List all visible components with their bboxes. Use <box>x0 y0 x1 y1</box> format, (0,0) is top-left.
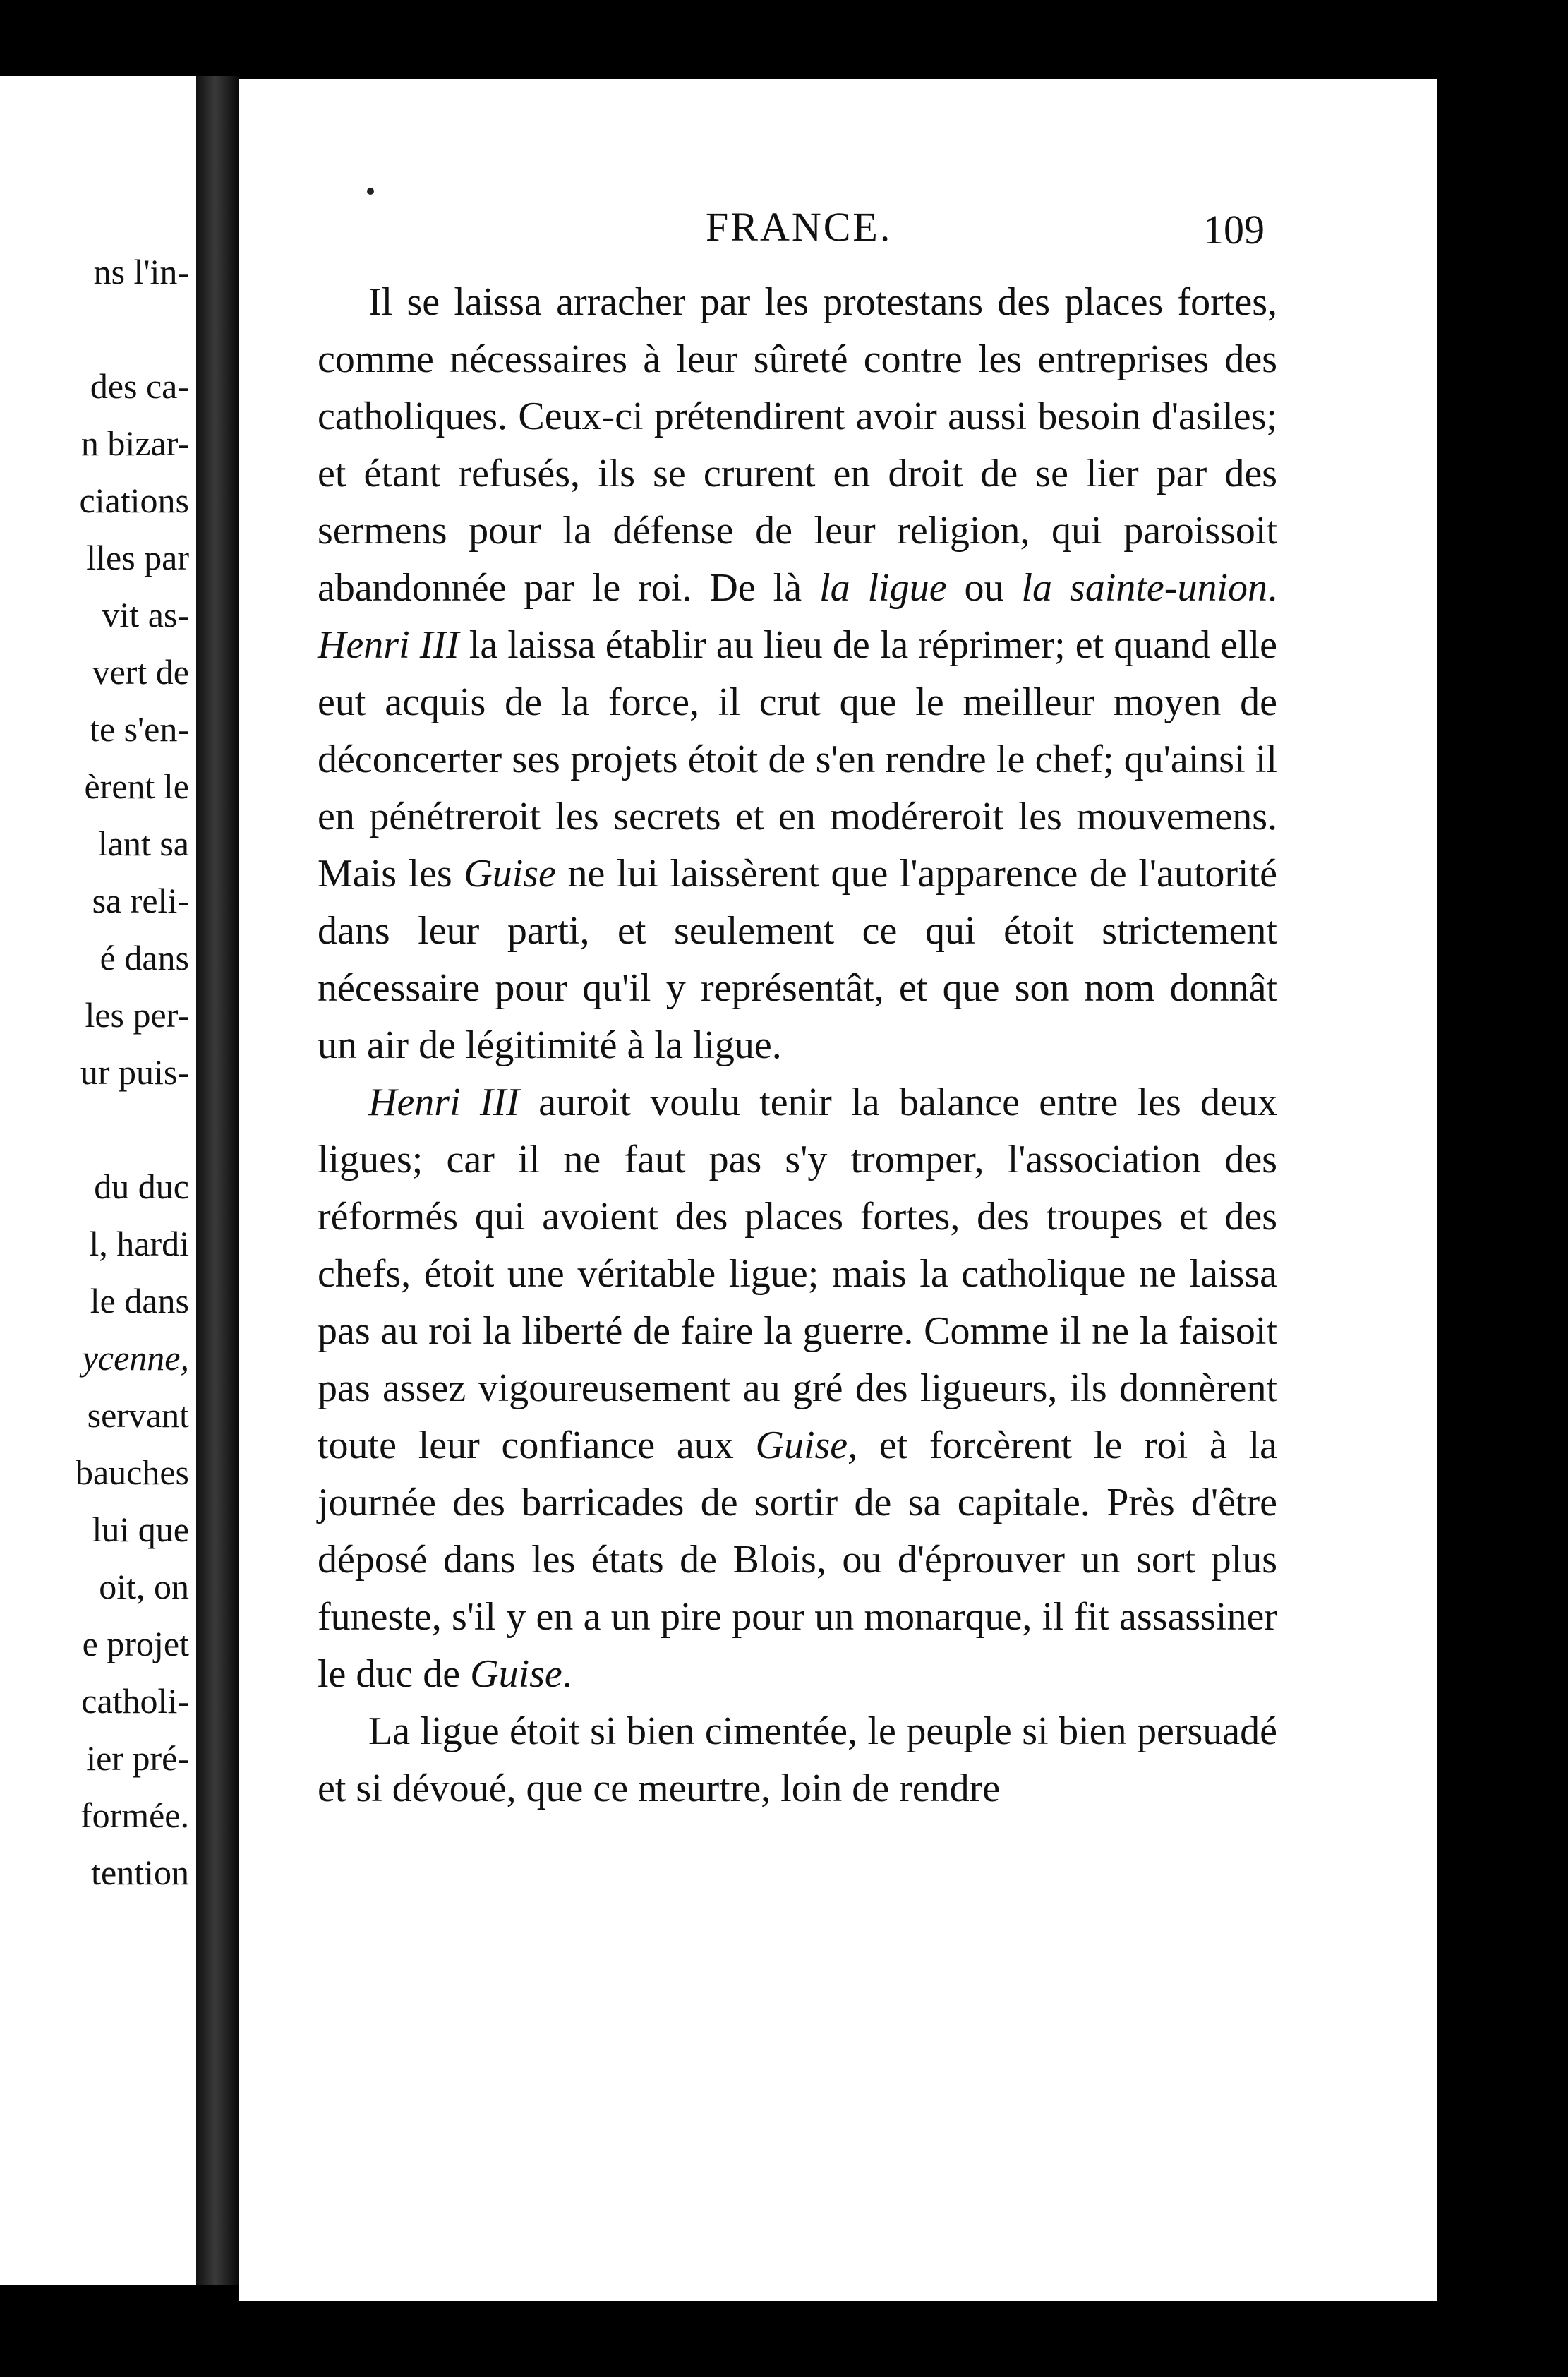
paragraph <box>318 1074 1277 1703</box>
facing-page-line: l, hardi <box>89 1224 189 1263</box>
facing-page-line: e projet <box>82 1624 189 1663</box>
facing-page-line: ier pré- <box>86 1738 189 1778</box>
text-run: . <box>562 1652 572 1696</box>
text-run: ne lui laissèrent que l'apparence de l'autorité dans leur parti, et seulement ce qui étoit strictement nécessaire pour qu'il y représentât, et que son nom donnât un air de légitimité à la ligue. <box>318 852 1277 1067</box>
facing-page-line: oit, on <box>99 1567 189 1606</box>
facing-page-line: sa reli- <box>92 881 189 920</box>
facing-page-line: tention <box>91 1853 189 1892</box>
facing-page-line: ns l'in- <box>93 252 189 291</box>
text-run: et forcèrent le roi à la journée des barricades de sortir de sa capitale. Près d'être déposé dans les états de Blois, ou d'éprouver un sort plus funeste, s'il y en a un pire pour un monarque, il fit assassiner le duc de <box>318 1424 1277 1696</box>
facing-page-line: servant <box>87 1395 189 1435</box>
facing-page-line: lui que <box>92 1510 189 1549</box>
italic-run: la sainte-union <box>1021 566 1267 610</box>
italic-run: Henri III <box>318 623 459 667</box>
paragraph <box>318 274 1277 1074</box>
facing-page-line: bauches <box>75 1452 189 1492</box>
facing-page-line: lles par <box>86 538 189 577</box>
facing-page-line: ciations <box>79 481 189 520</box>
facing-page-line: te s'en- <box>90 709 189 749</box>
text-run: . <box>1267 566 1277 610</box>
text-run: auroit voulu tenir la balance entre les deux ligues; car il ne faut pas s'y tromper, l'association des réformés qui avoient des places fortes, des troupes et des chefs, étoit une véritable ligue; mais la catholique ne laissa pas au roi la liberté de faire la guerre. Comme il ne la faisoit pas assez vigoureusement au gré des ligueurs, ils donnèrent toute leur confiance aux <box>318 1081 1277 1467</box>
facing-page-line: vit as- <box>102 595 189 634</box>
facing-page-line: ycenne, <box>82 1338 189 1378</box>
facing-page-line: èrent le <box>84 766 189 806</box>
book-gutter <box>196 76 239 2285</box>
page-number: 109 <box>1203 207 1265 253</box>
facing-page-line: ur puis- <box>80 1052 189 1092</box>
italic-run: Guise <box>470 1652 562 1696</box>
text-run: la laissa établir au lieu de la réprimer; et quand elle eut acquis de la force, il crut que le meilleur moyen de déconcerter ses projets étoit de s'en rendre le chef; qu'ainsi il en pénétreroit les secrets et en modéreroit les mouvemens. Mais les <box>318 623 1278 896</box>
text-run: ou <box>946 566 1022 610</box>
text-run: Il se laissa arracher par les protestans des places fortes, comme nécessaires à leur sûreté contre les entreprises des catholiques. Ceux-ci prétendirent avoir aussi besoin d'asiles; et étant refusés, ils se crurent en droit de se lier par des sermens pour la défense de leur religion, qui paroissoit abandonnée par le roi. De là <box>318 280 1277 610</box>
page-speck <box>367 188 374 195</box>
facing-page-line: lant sa <box>97 824 189 863</box>
facing-page-line: n bizar- <box>80 423 189 463</box>
facing-page-line: des ca- <box>90 366 189 406</box>
running-title: FRANCE. <box>706 204 893 250</box>
facing-page-line: catholi- <box>81 1681 189 1721</box>
facing-page-fragment <box>0 76 196 2285</box>
italic-run: Guise <box>464 852 556 896</box>
italic-run: Guise, <box>755 1424 858 1467</box>
italic-run: Henri III <box>368 1081 519 1124</box>
facing-page-line: le dans <box>90 1281 189 1320</box>
paragraph <box>318 1703 1277 1817</box>
facing-page-line: é dans <box>99 938 189 977</box>
italic-run: la ligue <box>819 566 947 610</box>
facing-page-line: formée. <box>80 1795 189 1835</box>
facing-page-line: vert de <box>92 652 189 692</box>
facing-page-line: les per- <box>85 995 189 1035</box>
facing-page-line: du duc <box>94 1167 189 1206</box>
body-text <box>318 274 1277 1817</box>
text-run: La ligue étoit si bien cimentée, le peuple si bien persuadé et si dévoué, que ce meurtre, loin de rendre <box>318 1709 1277 1810</box>
